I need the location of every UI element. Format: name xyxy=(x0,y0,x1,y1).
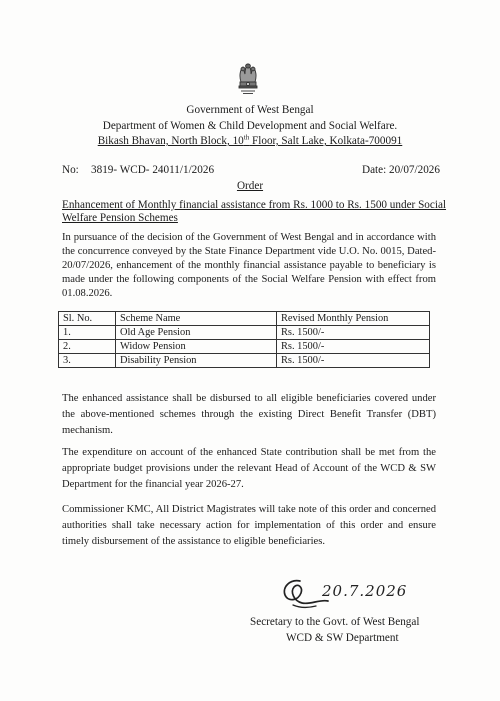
pension-table xyxy=(58,311,430,368)
table-cell: 3. xyxy=(59,354,116,368)
paragraph-3: The expenditure on account of the enhanced State contribution shall be met from the appropriate budget provisions under the relevant Head of Account of the WCD & SW Department for the financial year 2026-27. xyxy=(62,447,436,490)
signatory-department: WCD & SW Department xyxy=(286,632,399,644)
table-header-cell: Scheme Name xyxy=(116,312,277,326)
table-header-row xyxy=(59,312,430,326)
table-row xyxy=(59,354,430,368)
table-cell: Widow Pension xyxy=(116,340,277,354)
memo-number-label: No: xyxy=(62,164,79,176)
signatory-title: Secretary to the Govt. of West Bengal xyxy=(250,616,420,628)
table-cell: Old Age Pension xyxy=(116,326,277,340)
paragraph-1: In pursuance of the decision of the Government of West Bengal and in accordance with the concurrence conveyed by the State Finance Department vide U.O. No. 0015, Dated-20/07/2026, enhancement of the monthly financial assistance payable to beneficiary is made under the following components of the Social Welfare Pension with effect from 01.08.2026. xyxy=(62,232,436,300)
header-government: Government of West Bengal xyxy=(186,104,314,116)
table-cell: Rs. 1500/- xyxy=(277,326,430,340)
signature-date: 20.7.2026 xyxy=(322,582,408,600)
table-header-cell: Revised Monthly Pension xyxy=(277,312,430,326)
memo-number: 3819- WCD- 24011/1/2026 xyxy=(91,164,215,176)
header-department: Department of Women & Child Development and Social Welfare. xyxy=(102,120,398,132)
table-row xyxy=(59,340,430,354)
table-cell: 2. xyxy=(59,340,116,354)
table-cell: 1. xyxy=(59,326,116,340)
state-emblem-icon xyxy=(234,60,262,96)
subject-line-1: Enhancement of Monthly financial assistance from Rs. 1000 to Rs. 1500 under Social xyxy=(62,199,447,211)
table-cell: Disability Pension xyxy=(116,354,277,368)
paragraph-2: The enhanced assistance shall be disbursed to all eligible beneficiaries covered under the above-mentioned schemes through the existing Direct Benefit Transfer (DBT) mechanism. xyxy=(62,393,436,436)
memo-date: Date: 20/07/2026 xyxy=(362,164,440,176)
subject-line-2: Welfare Pension Schemes xyxy=(62,212,178,224)
table-cell: Rs. 1500/- xyxy=(277,354,430,368)
paragraph-4: Commissioner KMC, All District Magistrates will take note of this order and concerned authorities shall take necessary action for implementation of this order and ensure timely disbursement of the assistance to eligible beneficiaries. xyxy=(62,504,436,547)
table-header-cell: Sl. No. xyxy=(59,312,116,326)
table-row xyxy=(59,326,430,340)
table-cell: Rs. 1500/- xyxy=(277,340,430,354)
order-title: Order xyxy=(236,180,264,192)
header-address: Bikash Bhavan, North Block, 10th Floor, Salt Lake, Kolkata-700091 xyxy=(97,133,403,147)
